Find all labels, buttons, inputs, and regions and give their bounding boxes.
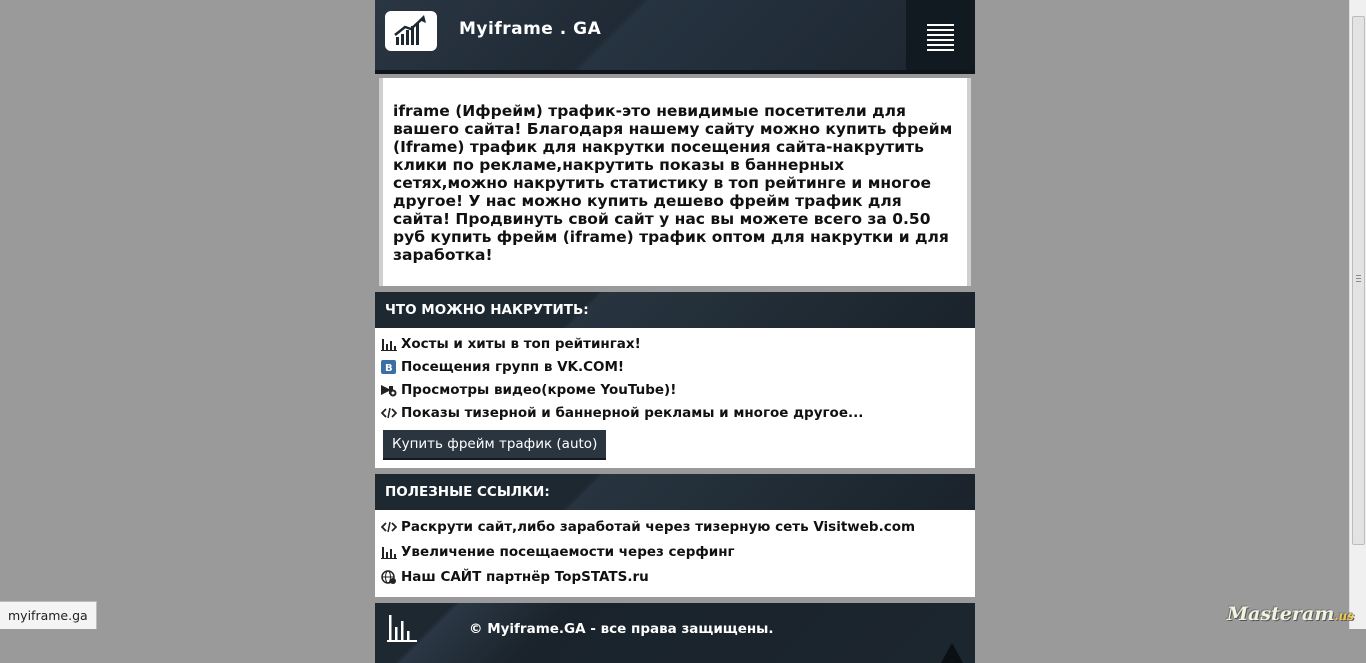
link-surfing[interactable] [381, 539, 969, 564]
list-item-vk[interactable] [381, 355, 969, 378]
scrollbar-thumb[interactable] [1352, 16, 1365, 545]
video-icon [381, 383, 397, 397]
scroll-to-top-icon[interactable] [941, 643, 963, 663]
intro-box [379, 78, 971, 286]
intro-text: iframe (Ифрейм) трафик-это невидимые посетители для вашего сайта! Благодаря нашему сайту можно купить фрейм (Iframe) трафик для накрутки посещения сайта-накрутить клики по рекламе,накрутить показы в баннерных сетях,можно накрутить статистику в топ рейтинге и многое другое! У нас можно купить дешево фрейм трафик для сайта! Продвинуть свой сайт у нас вы можете всего за 0.50 руб купить фрейм (iframe) трафик оптом для накрутки и для заработка! [393, 102, 953, 264]
menu-button[interactable] [906, 0, 975, 70]
link-topstats[interactable] [381, 564, 969, 589]
code-icon [381, 406, 397, 420]
list-item-label: Просмотры видео(кроме YouTube)! [401, 381, 677, 398]
list-item-label: Показы тизерной и баннерной рекламы и многое другое... [401, 404, 864, 421]
site-title[interactable]: Myiframe . GA [459, 19, 602, 39]
link-visitweb[interactable] [381, 514, 969, 539]
page-container [375, 0, 975, 663]
code-icon [381, 520, 397, 534]
status-bar-url: myiframe.ga [0, 601, 97, 629]
svg-text:B: B [385, 362, 393, 374]
section-title-what: ЧТО МОЖНО НАКРУТИТЬ: [375, 292, 975, 328]
bar-chart-icon [387, 613, 417, 647]
list-item-label: Посещения групп в VK.COM! [401, 358, 625, 375]
bar-chart-icon [381, 545, 397, 559]
link-label: Увеличение посещаемости через серфинг [401, 543, 735, 560]
site-footer [375, 603, 975, 663]
link-label: Раскрути сайт,либо заработай через тизерную сеть Visitweb.com [401, 518, 916, 535]
list-item-hosts[interactable] [381, 332, 969, 355]
rising-chart-icon[interactable] [385, 11, 437, 51]
links-list [375, 510, 975, 597]
watermark-logo [1227, 603, 1354, 625]
vertical-scrollbar[interactable] [1349, 0, 1366, 629]
list-item-label: Хосты и хиты в топ рейтингах! [401, 335, 641, 352]
section-title-links: ПОЛЕЗНЫЕ ССЫЛКИ: [375, 474, 975, 510]
copyright-text: © Myiframe.GA - все права защищены. [469, 621, 774, 637]
list-item-video[interactable] [381, 378, 969, 401]
watermark-main: Masteram [1226, 603, 1335, 625]
vk-icon [381, 360, 397, 374]
link-label: Наш САЙТ партнёр TopSTATS.ru [401, 568, 649, 585]
list-item-ads[interactable] [381, 401, 969, 424]
globe-icon [381, 570, 397, 584]
watermark-suffix: .us [1334, 609, 1354, 623]
site-header [375, 0, 975, 74]
bar-chart-icon [381, 337, 397, 351]
buy-traffic-button[interactable]: Купить фрейм трафик (auto) [383, 430, 606, 460]
what-list [375, 328, 975, 468]
hamburger-menu-icon [927, 24, 954, 54]
